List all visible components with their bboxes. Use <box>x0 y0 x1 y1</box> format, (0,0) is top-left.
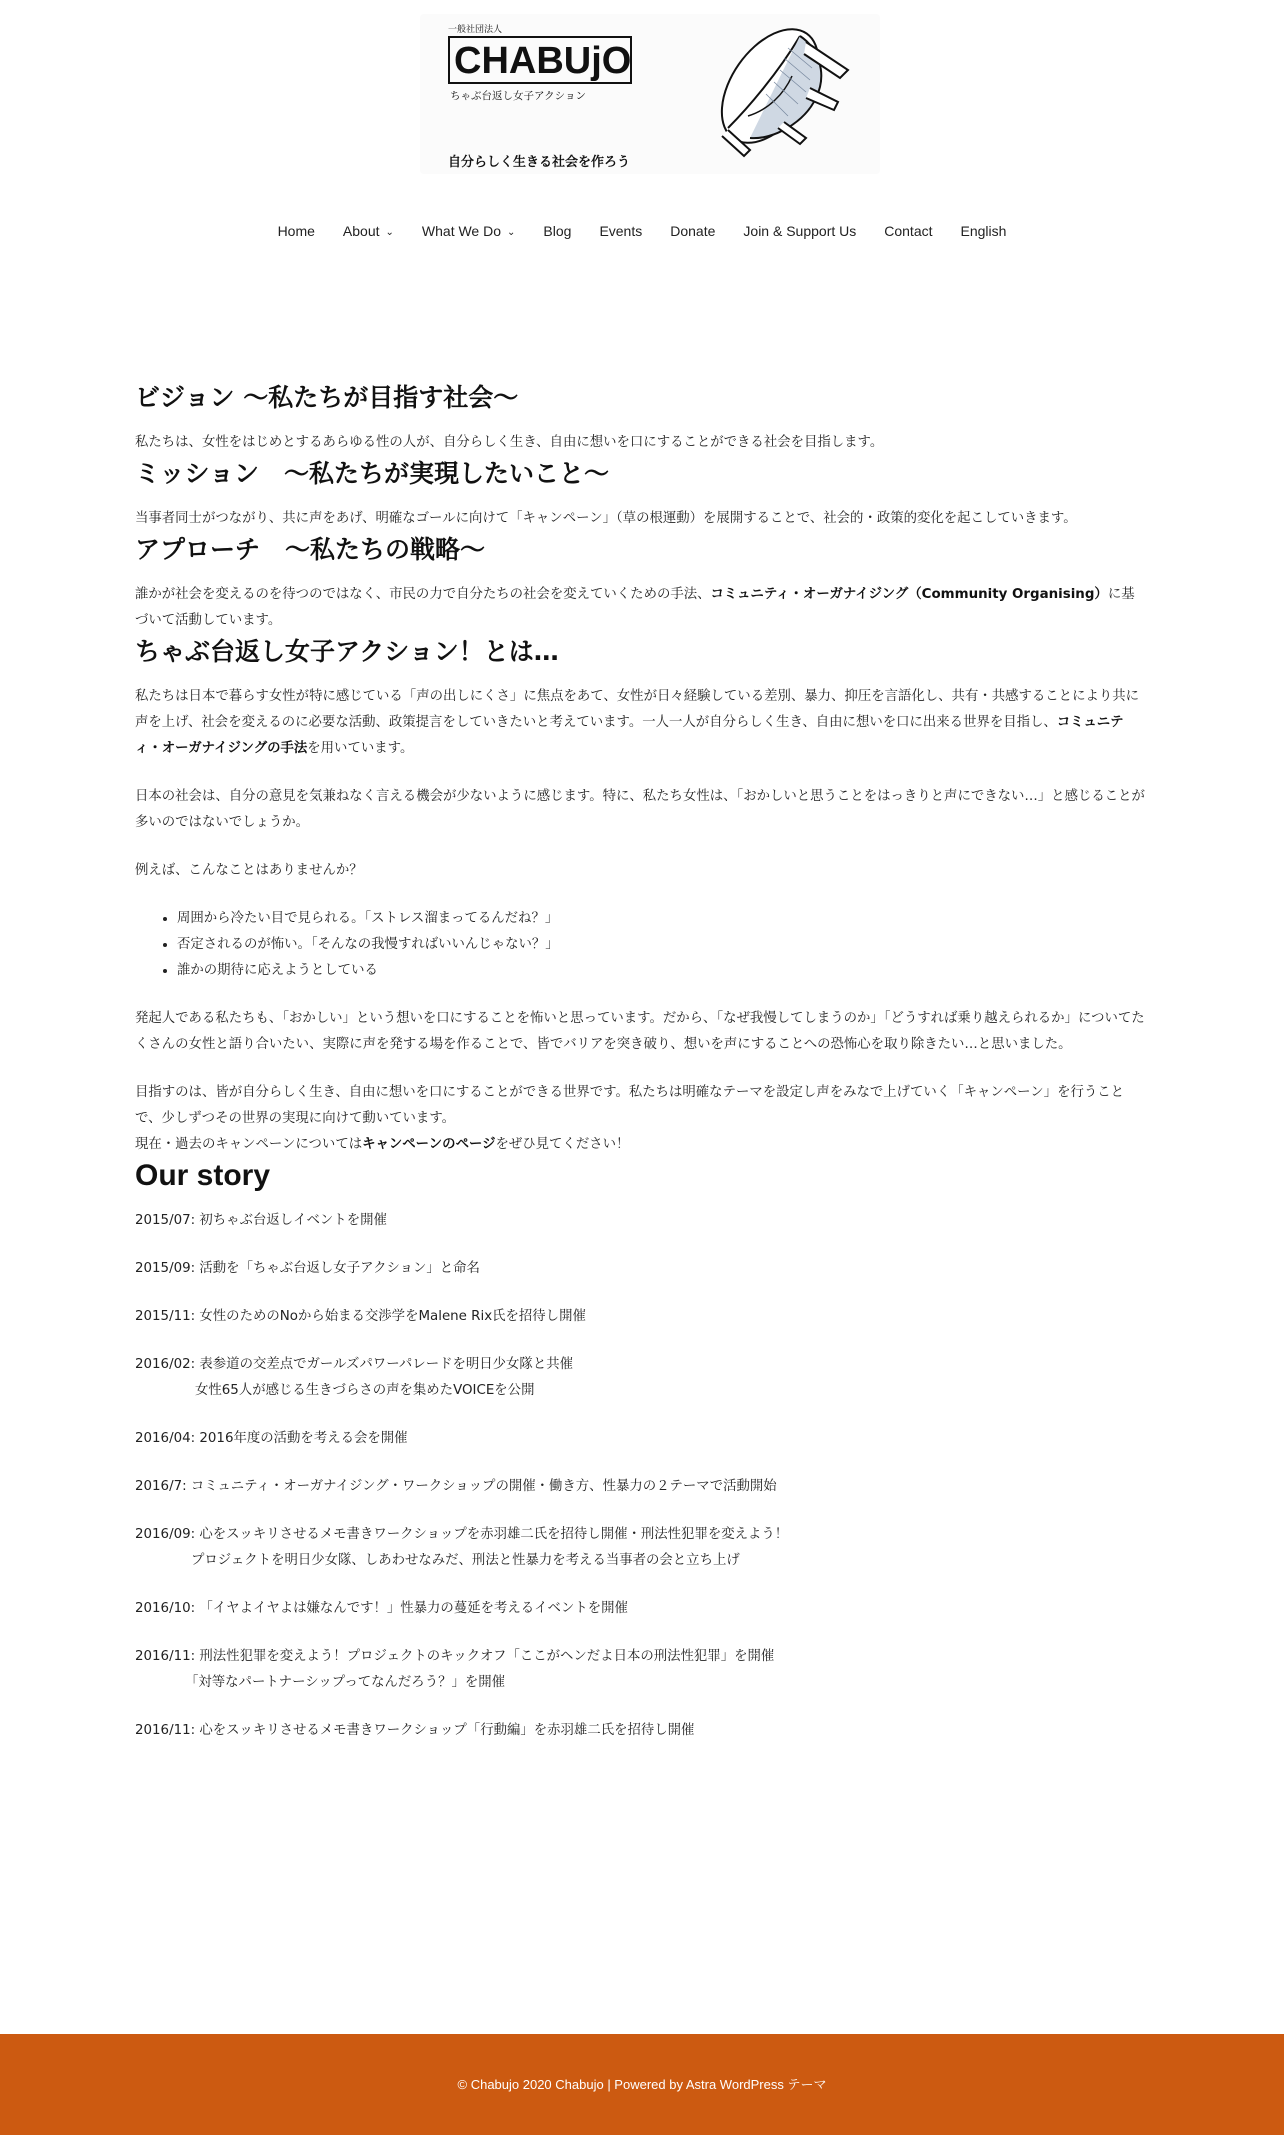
about-paragraph-4: 発起人である私たちも、「おかしい」という想いを口にすることを怖いと思っています。だから、「なぜ我慢してしまうのか」「どうすれば乗り越えられるか」についてたくさんの女性と語り合いたい、実際に声を発する場を作ることで、皆でバリアを突き破り、想いを声にすることへの恐怖心を取り除きたい…と思いました。 <box>135 1011 1145 1052</box>
story-entry-continued: プロジェクトを明日少女隊、しあわせなみだ、刑法と性暴力を考える当事者の会と立ち上げ <box>191 1553 740 1568</box>
story-entry: 2015/11: 女性のためのNoから始まる交渉学をMalene Rix氏を招待し開催 <box>135 1309 586 1324</box>
footer-copyright: © Chabujo 2020 Chabujo | Powered by Astra WordPress テーマ <box>457 2077 827 2092</box>
nav-item-blog[interactable]: Blog <box>543 223 572 239</box>
nav-item-what-we-do[interactable]: What We Do ⌄ <box>408 218 530 247</box>
logo-subtitle: ちゃぶ台返し女子アクション <box>450 90 586 102</box>
about-paragraph-3: 例えば、こんなことはありませんか？ <box>135 863 363 878</box>
main-navigation <box>0 218 1284 244</box>
list-item: • 誰かの期待に応えようとしている <box>177 958 1147 984</box>
chabudai-table-icon <box>688 18 878 168</box>
nav-item-english[interactable]: English <box>960 223 1007 239</box>
approach-heading: アプローチ 〜私たちの戦略〜 <box>135 535 486 564</box>
nav-item-home[interactable]: Home <box>277 223 315 239</box>
mission-heading: ミッション 〜私たちが実現したいこと〜 <box>135 459 610 488</box>
nav-item-events[interactable]: Events <box>599 223 643 239</box>
about-paragraph-5: 目指すのは、皆が自分らしく生き、自由に想いを口にすることができる世界です。私たちは明確なテーマを設定し声をみなで上げていく「キャンペーン」を行うことで、少しずつその世界の実現に向けて動いています。 <box>135 1085 1125 1126</box>
approach-text: 誰かが社会を変えるのを待つのではなく、市民の力で自分たちの社会を変えていくための手法、コミュニティ・オーガナイジング（Community Organising）に基づいて活動しています。 <box>135 587 1135 628</box>
chevron-down-icon: ⌄ <box>507 227 516 238</box>
story-entry-continued: 「対等なパートナーシップってなんだろう？」を開催 <box>185 1675 506 1690</box>
vision-text: 私たちは、女性をはじめとするあらゆる性の人が、自分らしく生き、自由に想いを口にすることができる社会を目指します。 <box>135 435 884 450</box>
story-entry: 2015/07: 初ちゃぶ台返しイベントを開催 <box>135 1213 387 1228</box>
nav-item-contact[interactable]: Contact <box>884 223 933 239</box>
main-content <box>135 380 1147 1744</box>
about-paragraph-2: 日本の社会は、自分の意見を気兼ねなく言える機会が少ないように感じます。特に、私たち女性は、「おかしいと思うことをはっきりと声にできない…」と感じることが多いのではないでしょうか。 <box>135 789 1145 830</box>
logo-tagline: 自分らしく生きる社会を作ろう <box>448 155 631 170</box>
chevron-down-icon: ⌄ <box>385 227 394 238</box>
mission-text: 当事者同士がつながり、共に声をあげ、明確なゴールに向けて「キャンペーン」（草の根運動）を展開することで、社会的・政策的変化を起こしていきます。 <box>135 511 1077 526</box>
story-entry-continued: 女性65人が感じる生きづらさの声を集めたVOICEを公開 <box>195 1383 535 1398</box>
logo-wordmark-box <box>448 36 632 84</box>
story-entry: 2016/02: 表参道の交差点でガールズパワーパレードを明日少女隊と共催 <box>135 1357 573 1372</box>
nav-item-donate[interactable]: Donate <box>670 223 716 239</box>
story-entry: 2016/10: 「イヤよイヤよは嫌なんです！」性暴力の蔓延を考えるイベントを開催 <box>135 1601 628 1616</box>
approach-bold-term: コミュニティ・オーガナイジング（Community Organising） <box>710 587 1108 602</box>
story-entry: 2016/7: コミュニティ・オーガナイジング・ワークショップの開催・働き方、性暴力の２テーマで活動開始 <box>135 1479 777 1494</box>
example-list <box>135 906 1147 984</box>
story-entry: 2015/09: 活動を「ちゃぶ台返し女子アクション」と命名 <box>135 1261 480 1276</box>
about-heading: ちゃぶ台返し女子アクション！とは… <box>135 637 559 666</box>
nav-item-about[interactable]: About ⌄ <box>329 218 408 247</box>
story-entry: 2016/09: 心をスッキリさせるメモ書きワークショップを赤羽雄二氏を招待し開催・刑法性犯罪を変えよう！ <box>135 1527 789 1542</box>
logo-small-label: 一般社団法人 <box>448 25 503 35</box>
logo-wordmark: CHABUjO <box>454 40 632 82</box>
about-paragraph-1: 私たちは日本で暮らす女性が特に感じている「声の出しにくさ」に焦点をあて、女性が日々経験している差別、暴力、抑圧を言語化し、共有・共感することにより共に声を上げ、社会を変えるのに必要な活動、政策提言をしていきたいと考えています。一人一人が自分らしく生き、自由に想いを口に出来る世界を目指し、コミュニティ・オーガナイジングの手法を用いています。 <box>135 689 1140 756</box>
list-item: • 周囲から冷たい目で見られる。「ストレス溜まってるんだね？」 <box>177 906 1147 932</box>
list-item: • 否定されるのが怖い。「そんなの我慢すればいいんじゃない？」 <box>177 932 1147 958</box>
campaign-page-link[interactable]: キャンペーンのページ <box>362 1137 496 1152</box>
story-entry: 2016/11: 心をスッキリさせるメモ書きワークショップ「行動編」を赤羽雄二氏を招待し開催 <box>135 1723 695 1738</box>
story-entry: 2016/11: 刑法性犯罪を変えよう！プロジェクトのキックオフ「ここがヘンだよ日本の刑法性犯罪」を開催 <box>135 1649 775 1664</box>
nav-item-join-support[interactable]: Join & Support Us <box>743 223 857 239</box>
site-footer <box>0 2034 1284 2135</box>
vision-heading: ビジョン 〜私たちが目指す社会〜 <box>135 383 519 412</box>
about-paragraph-6: 現在・過去のキャンペーンについてはキャンペーンのページをぜひ見てください！ <box>135 1137 630 1152</box>
site-header <box>0 0 1284 260</box>
about-bold-method[interactable]: コミュニティ・オーガナイジングの手法 <box>135 715 1124 756</box>
site-logo[interactable] <box>420 14 880 174</box>
nav-menu <box>264 218 1021 247</box>
story-entry: 2016/04: 2016年度の活動を考える会を開催 <box>135 1431 408 1446</box>
story-heading: Our story <box>135 1159 271 1192</box>
